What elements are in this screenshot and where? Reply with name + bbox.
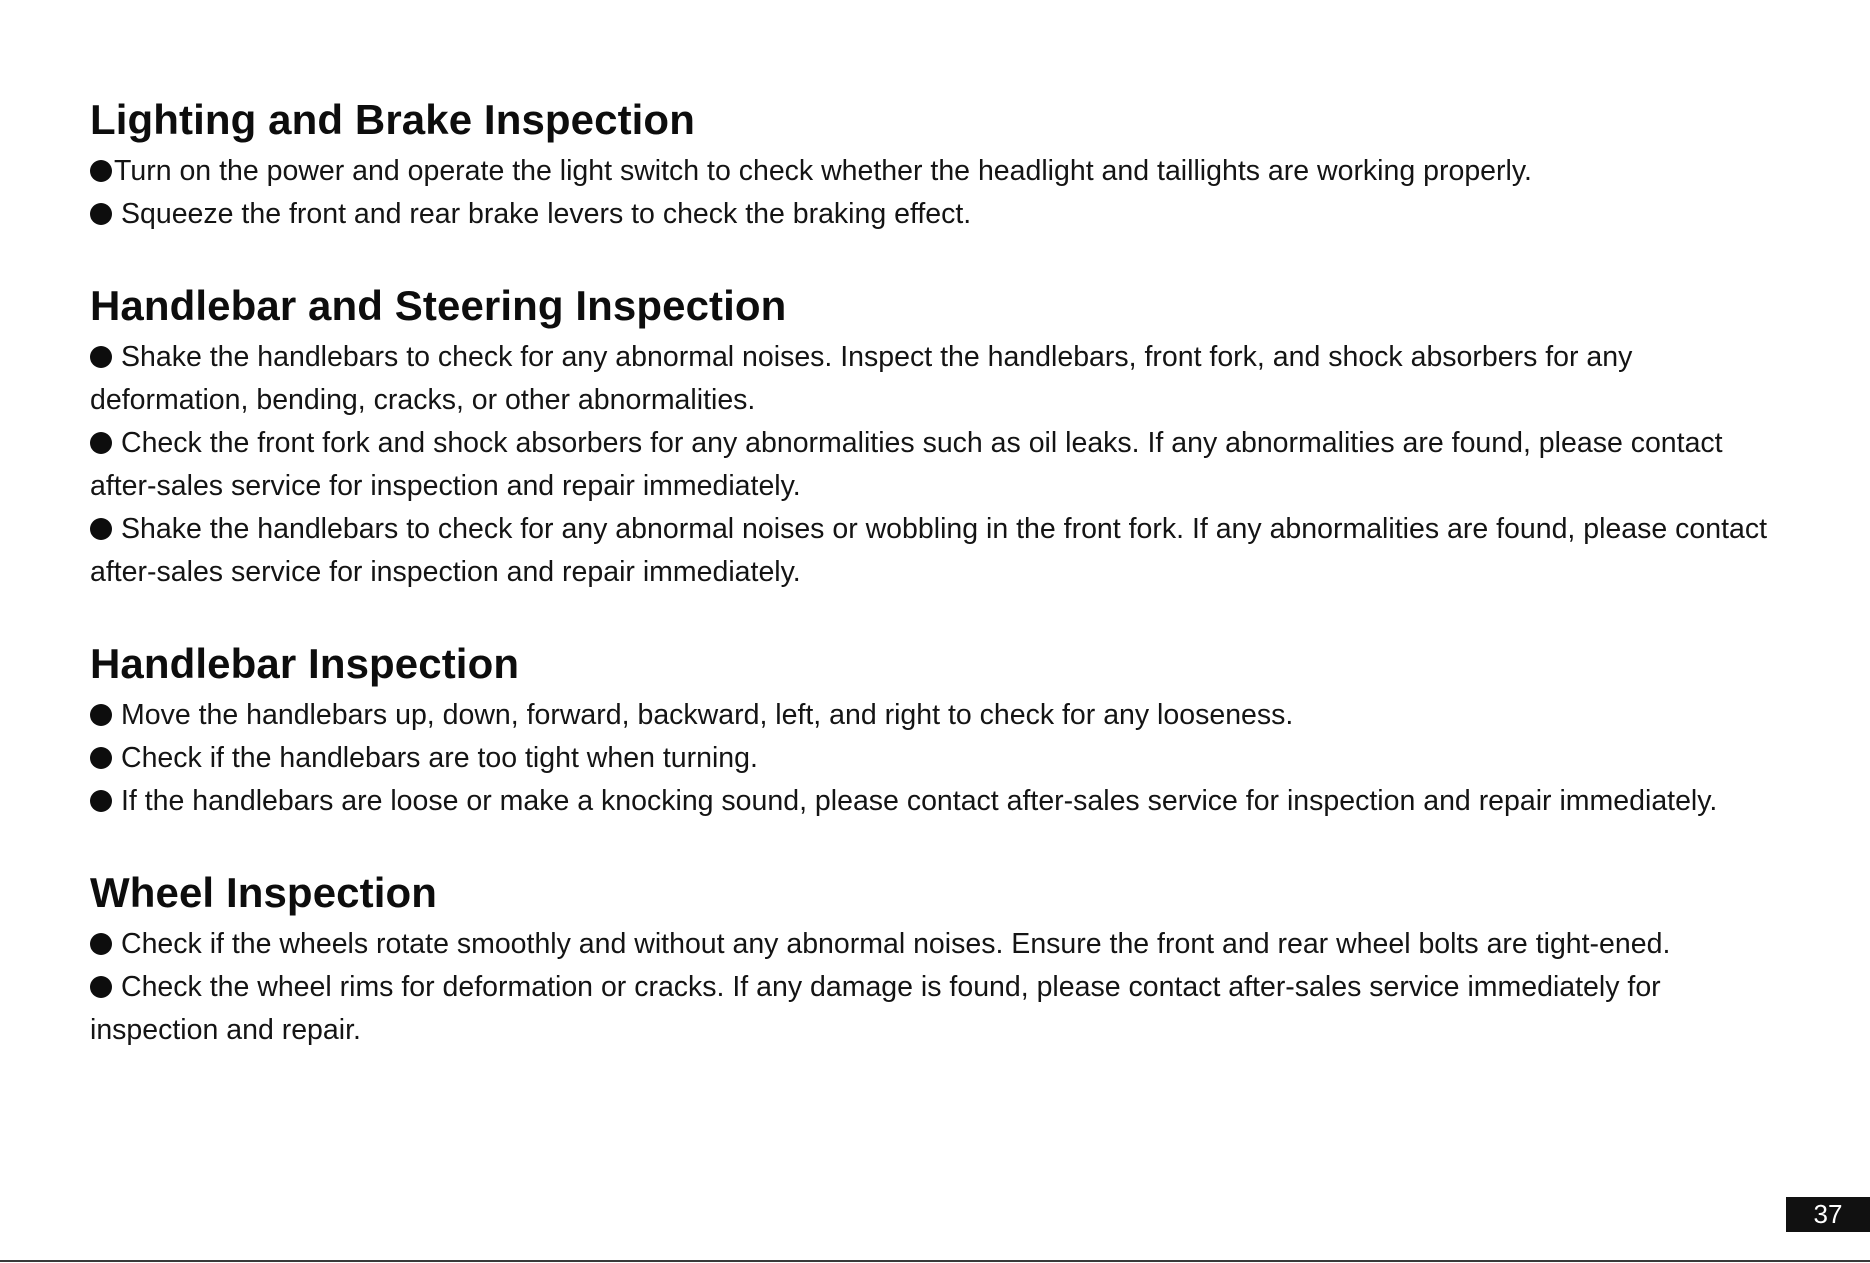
bullet-item [90, 694, 1790, 737]
bullet-item [90, 193, 1790, 236]
bullet-icon [90, 203, 112, 225]
bullet-text: If the handlebars are loose or make a knocking sound, please contact after-sales service for inspection and repair immediately. [121, 785, 1718, 817]
bullet-text: Shake the handlebars to check for any abnormal noises. Inspect the handlebars, front fork, and shock absorbers for any deformation, bending, cracks, or other abnormalities. [90, 341, 1633, 416]
bullet-text: Check if the handlebars are too tight when turning. [121, 742, 758, 774]
page-number: 37 [1786, 1197, 1870, 1232]
bullet-item [90, 780, 1790, 823]
bullet-item [90, 150, 1790, 193]
bullet-item [90, 508, 1790, 594]
section-title: Wheel Inspection [90, 869, 437, 916]
section-title: Handlebar Inspection [90, 640, 520, 687]
bullet-text: Shake the handlebars to check for any abnormal noises or wobbling in the front fork. If any abnormalities are found, please contact after-sales service for inspection and repair immediately. [90, 513, 1768, 588]
bullet-icon [90, 432, 112, 454]
handlebar-section [90, 638, 1790, 823]
bullet-text: Check the front fork and shock absorbers for any abnormalities such as oil leaks. If any abnormalities are found, please contact after-sales service for inspection and repair immediately. [90, 427, 1723, 502]
bullet-item [90, 737, 1790, 780]
bullet-text: Turn on the power and operate the light switch to check whether the headlight and taillights are working properly. [114, 155, 1532, 187]
bullet-icon [90, 704, 112, 726]
section-title: Handlebar and Steering Inspection [90, 282, 787, 329]
handlebar-steering-section [90, 280, 1790, 594]
bullet-icon [90, 160, 112, 182]
bullet-text: Squeeze the front and rear brake levers to check the braking effect. [121, 198, 972, 230]
bullet-icon [90, 346, 112, 368]
section-title: Lighting and Brake Inspection [90, 96, 695, 143]
bullet-icon [90, 976, 112, 998]
bullet-text: Check if the wheels rotate smoothly and without any abnormal noises. Ensure the front and rear wheel bolts are tight-ened. [121, 928, 1671, 960]
bullet-item [90, 422, 1790, 508]
page-content [90, 94, 1790, 1096]
bullet-icon [90, 518, 112, 540]
bottom-divider [0, 1260, 1870, 1262]
bullet-item [90, 923, 1790, 966]
bullet-icon [90, 933, 112, 955]
lighting-brake-section [90, 94, 1790, 236]
bullet-icon [90, 790, 112, 812]
bullet-icon [90, 747, 112, 769]
bullet-item [90, 966, 1790, 1052]
bullet-item [90, 336, 1790, 422]
bullet-text: Move the handlebars up, down, forward, backward, left, and right to check for any looseness. [121, 699, 1294, 731]
bullet-text: Check the wheel rims for deformation or cracks. If any damage is found, please contact after-sales service immediately for inspection and repair. [90, 971, 1661, 1046]
wheel-section [90, 867, 1790, 1052]
